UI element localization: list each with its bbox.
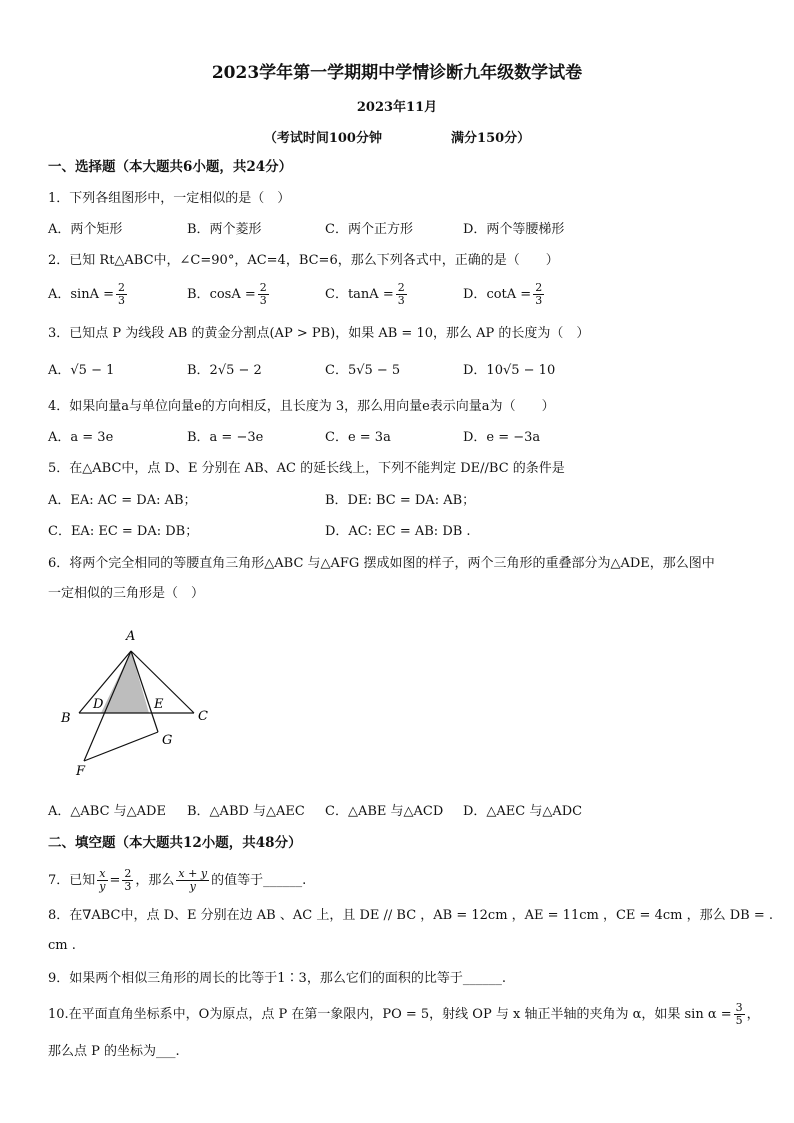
section-1-title: 一、选择题（本大题共6小题，共24分） xyxy=(48,159,293,175)
q6-option-c: C．△ABE 与△ACD xyxy=(325,804,444,819)
q5-option-c: C．EA: EC = DA: DB； xyxy=(48,524,199,539)
q3-option-d: D．10√5 − 10 xyxy=(463,363,556,378)
q6-stem-line1: 6．将两个完全相同的等腰直角三角形△ABC 与△AFG 摆成如图的样子，两个三角形的重叠部分为△ADE，那么图中 xyxy=(48,556,715,571)
q7-stem: 7．已知 $\frac{x}{y}$ = $\frac{2}{3}$ ，那么 $\frac{x + y}{y}$ 的值等于______. xyxy=(48,867,307,893)
q5-option-a: A．EA: AC = DA: AB； xyxy=(48,493,197,508)
q1-option-a: A．两个矩形 xyxy=(48,222,123,237)
q1-option-d: D．两个等腰梯形 xyxy=(463,222,565,237)
q5-option-b: B．DE: BC = DA: AB； xyxy=(325,493,476,508)
time-info: （考试时间100分钟 xyxy=(263,131,382,146)
score-info: 满分150分） xyxy=(451,131,531,146)
q10-stem-line1: 10.在平面直角坐标系中，O为原点，点 P 在第一象限内，PO = 5，射线 OP 与 x 轴正半轴的夹角为 α，如果 sin α = $\frac{3}{5}$ ， xyxy=(48,1001,760,1027)
q4-stem: 4．如果向量a与单位向量e的方向相反，且长度为 3，那么用向量e表示向量a为（ ） xyxy=(48,399,555,414)
q6-stem-line2: 一定相似的三角形是（ ） xyxy=(48,586,205,601)
q8-stem-line2: cm . xyxy=(48,938,76,953)
exam-info xyxy=(0,127,794,146)
q3-option-c: C．5√5 − 5 xyxy=(325,363,401,378)
q6-option-d: D．△AEC 与△ADC xyxy=(463,804,583,819)
q1-option-c: C．两个正方形 xyxy=(325,222,413,237)
q2-option-c: C．tanA = $\frac{2}{3}$ xyxy=(325,281,405,307)
q3-option-b: B．2√5 − 2 xyxy=(187,363,262,378)
q1-stem: 1．下列各组图形中，一定相似的是（ ） xyxy=(48,191,291,206)
q6-triangle-figure xyxy=(50,622,230,787)
q3-stem: 3．已知点 P 为线段 AB 的黄金分割点(AP > PB)，如果 AB = 10，那么 AP 的长度为（ ） xyxy=(48,326,590,341)
q4-option-d: D．e = −3a xyxy=(463,430,541,445)
label-g: G xyxy=(162,733,173,748)
q3-option-a: A．√5 − 1 xyxy=(48,363,115,378)
q1-option-b: B．两个菱形 xyxy=(187,222,262,237)
exam-title: 2023学年第一学期期中学情诊断九年级数学试卷 xyxy=(211,63,583,83)
q10-stem-line2: 那么点 P 的坐标为___. xyxy=(48,1044,180,1059)
label-f: F xyxy=(76,764,86,779)
q2-option-d: D．cotA = $\frac{2}{3}$ xyxy=(463,281,543,307)
q5-stem: 5．在△ABC中，点 D、E 分别在 AB、AC 的延长线上，下列不能判定 DE//BC 的条件是 xyxy=(48,461,565,476)
q2-option-a: A．sinA = $\frac{2}{3}$ xyxy=(48,281,126,307)
q8-stem-line1: 8．在∇ABC中，点 D、E 分别在边 AB 、AC 上，且 DE // BC ，AB = 12cm ，AE = 11cm ，CE = 4cm ，那么 DB = . xyxy=(48,908,773,923)
q2-option-b: B．cosA = $\frac{2}{3}$ xyxy=(187,281,267,307)
q6-option-b: B．△ABD 与△AEC xyxy=(187,804,305,819)
q6-option-a: A．△ABC 与△ADE xyxy=(48,804,166,819)
label-d: D xyxy=(93,697,104,712)
label-a: A xyxy=(126,629,136,644)
q4-option-a: A．a = 3e xyxy=(48,430,114,445)
q4-option-c: C．e = 3a xyxy=(325,430,391,445)
q2-stem: 2．已知 Rt△ABC中，∠C=90°，AC=4，BC=6，那么下列各式中，正确的是（ ） xyxy=(48,253,559,268)
q4-option-b: B．a = −3e xyxy=(187,430,264,445)
label-b: B xyxy=(61,711,71,726)
q9-stem: 9．如果两个相似三角形的周长的比等于1∶3，那么它们的面积的比等于______. xyxy=(48,971,506,986)
q5-option-d: D．AC: EC = AB: DB . xyxy=(325,524,471,539)
label-c: C xyxy=(198,709,208,724)
exam-date: 2023年11月 xyxy=(356,100,438,115)
section-2-title: 二、填空题（本大题共12小题，共48分） xyxy=(48,835,302,851)
label-e: E xyxy=(154,697,164,712)
